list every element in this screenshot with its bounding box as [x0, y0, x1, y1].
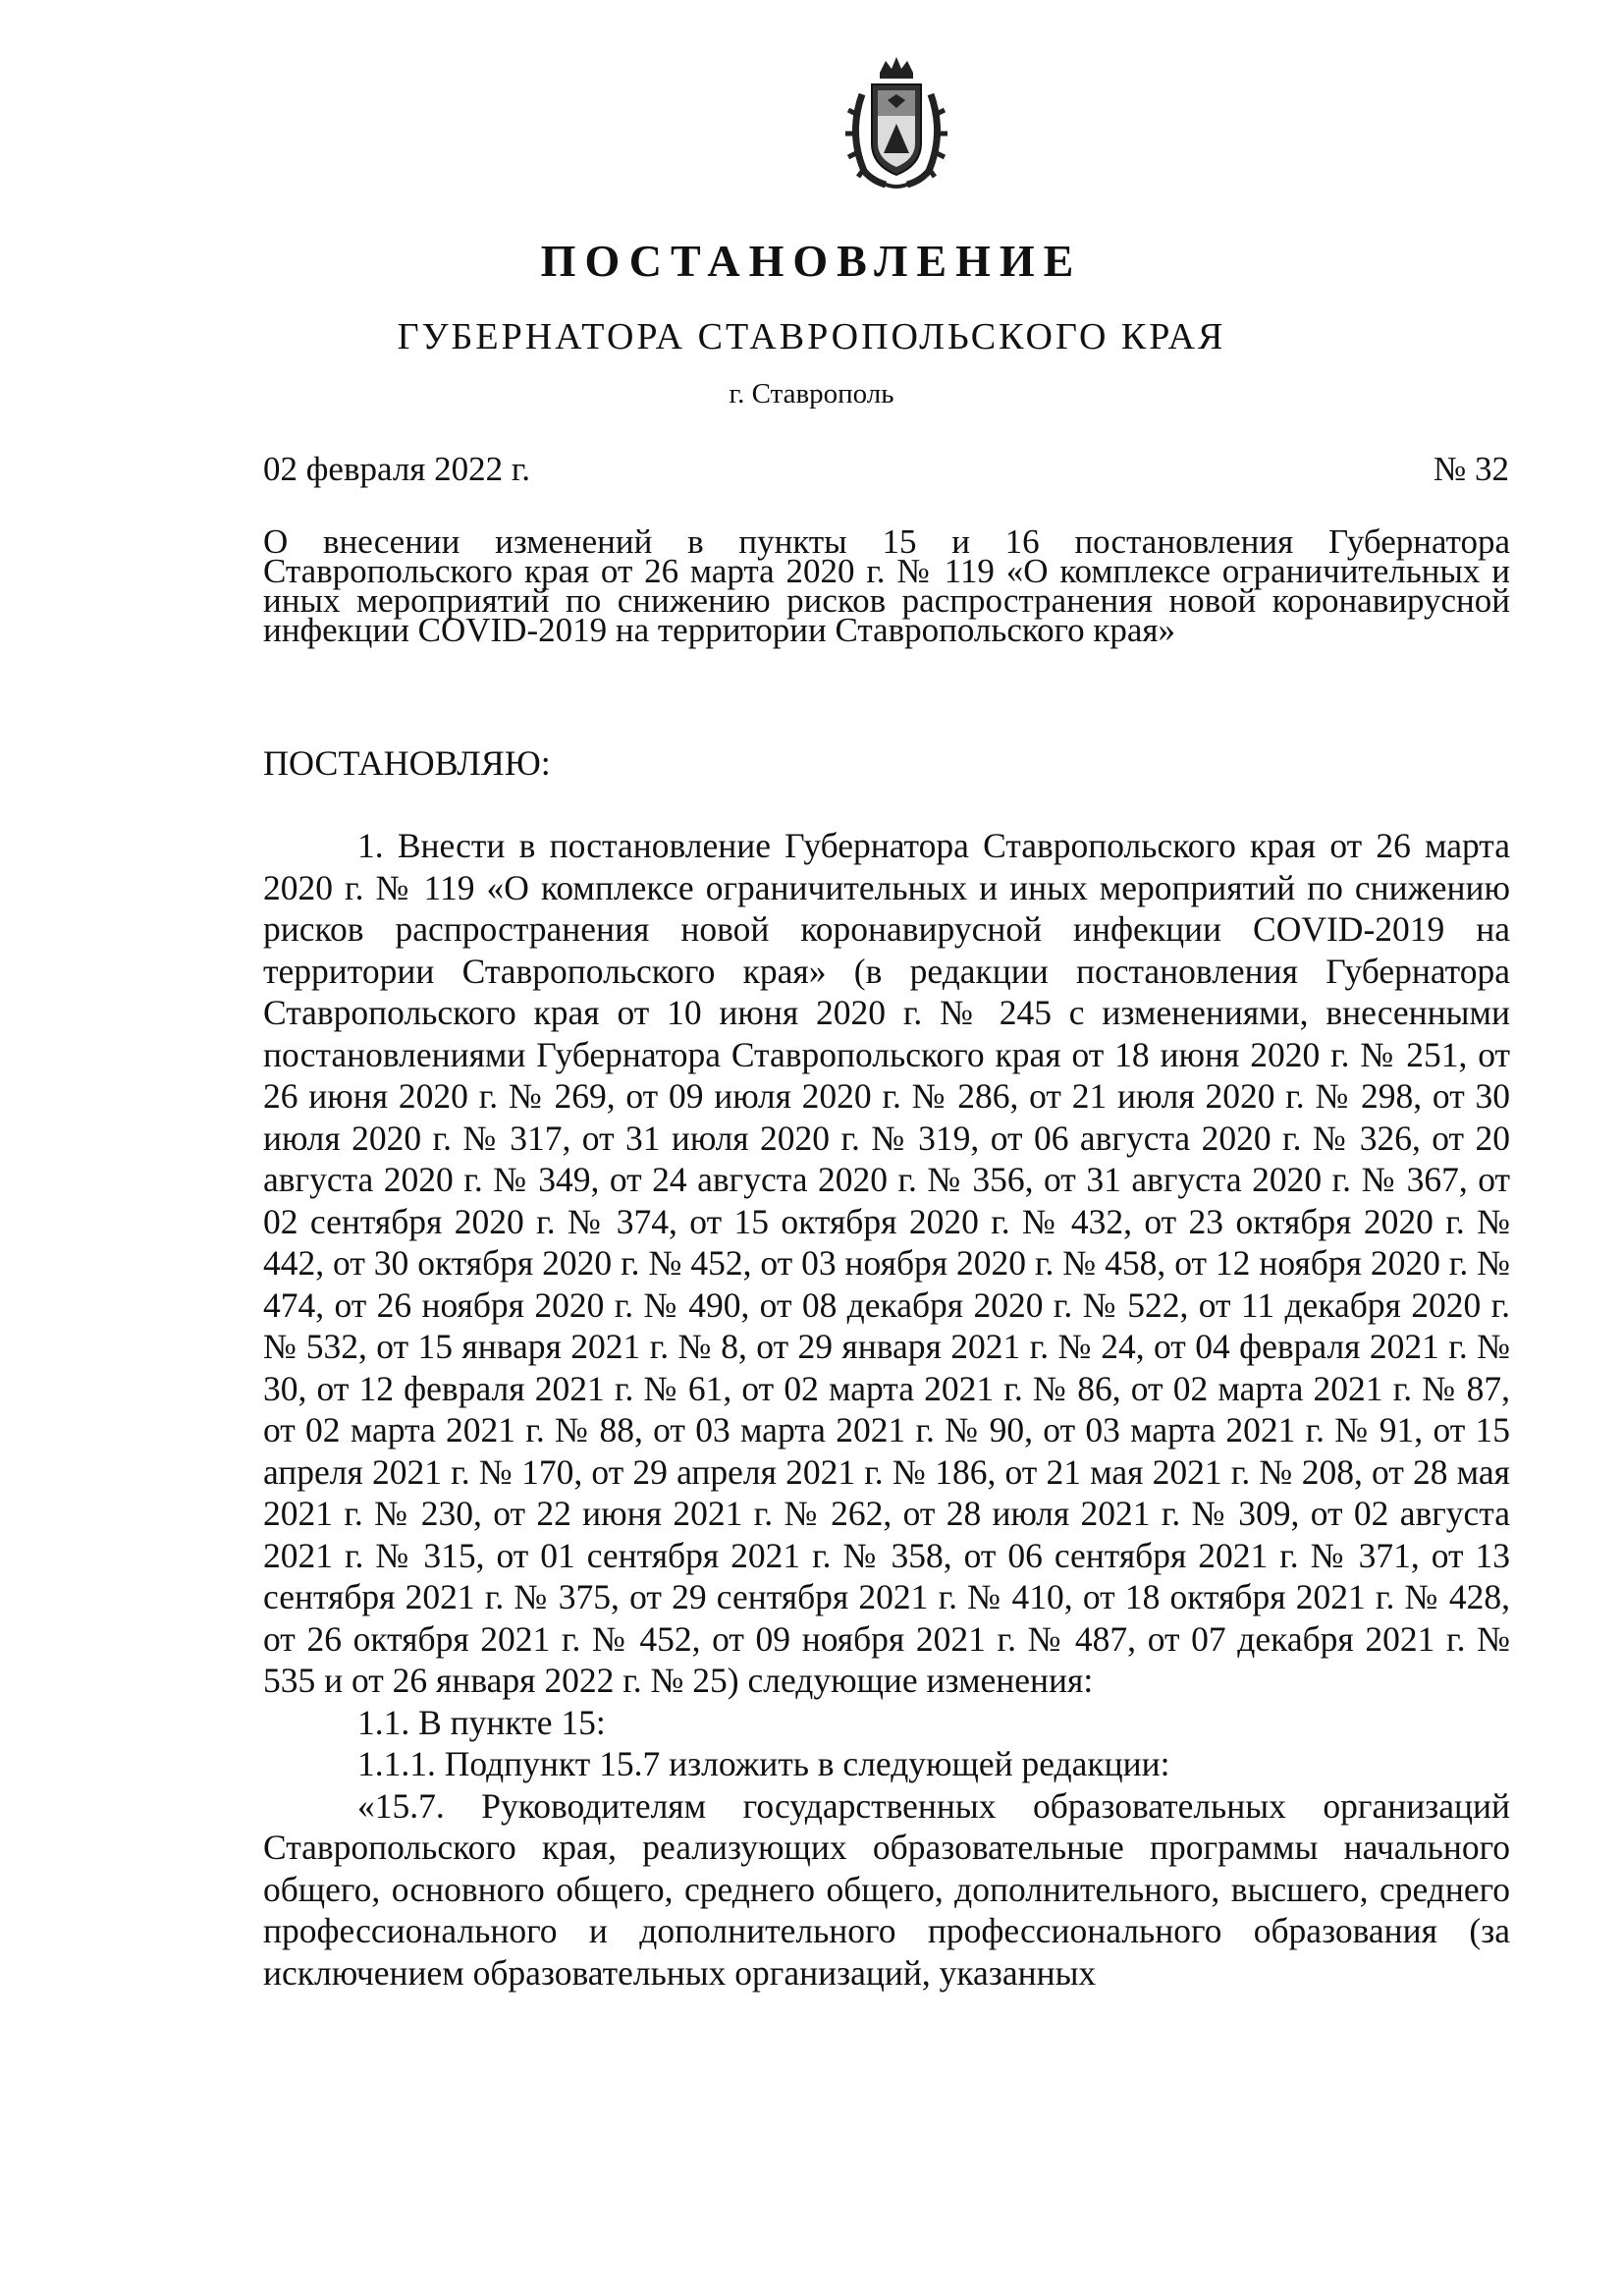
- city-line: г. Ставрополь: [729, 378, 894, 410]
- issuer-title: ГУБЕРНАТОРА СТАВРОПОЛЬСКОГО КРАЯ: [397, 316, 1226, 357]
- paragraph-15-7: «15.7. Руководителям государственных образовательных организаций Ставропольского края, реализующих образовательные программы начального общего, основного общего, среднего общего, дополнительного, высшего, среднего профессионального и дополнительного профессионального образования (за исключением образовательных организаций, указанных: [263, 1785, 1510, 1993]
- document-body: [263, 825, 1510, 1994]
- coat-of-arms-icon: [842, 55, 950, 192]
- paragraph-1-1: 1.1. В пункте 15:: [357, 1702, 606, 1742]
- document-date: 02 февраля 2022 г.: [263, 450, 531, 488]
- document-subject: О внесении изменений в пункты 15 и 16 постановления Губернатора Ставропольского края от 26 марта 2020 г. № 119 «О комплексе ограничительных и иных мероприятий по снижению рисков распространения новой коронавирусной инфекции COVID-2019 на территории Ставропольского края»: [263, 522, 1510, 649]
- paragraph-1: 1. Внести в постановление Губернатора Ставропольского края от 26 марта 2020 г. № 119 «О комплексе ограничительных и иных мероприятий по снижению рисков распространения новой коронавирусной инфекции COVID-2019 на территории Ставропольского края» (в редакции постановления Губернатора Ставропольского края от 10 июня 2020 г. № 245 с изменениями, внесенными постановлениями Губернатора Ставропольского края от 18 июня 2020 г. № 251, от 26 июня 2020 г. № 269, от 09 июля 2020 г. № 286, от 21 июля 2020 г. № 298, от 30 июля 2020 г. № 317, от 31 июля 2020 г. № 319, от 06 августа 2020 г. № 326, от 20 августа 2020 г. № 349, от 24 августа 2020 г. № 356, от 31 августа 2020 г. № 367, от 02 сентября 2020 г. № 374, от 15 октября 2020 г. № 432, от 23 октября 2020 г. № 442, от 30 октября 2020 г. № 452, от 03 ноября 2020 г. № 458, от 12 ноября 2020 г. № 474, от 26 ноября 2020 г. № 490, от 08 декабря 2020 г. № 522, от 11 декабря 2020 г. № 532, от 15 января 2021 г. № 8, от 29 января 2021 г. № 24, от 04 февраля 2021 г. № 30, от 12 февраля 2021 г. № 61, от 02 марта 2021 г. № 86, от 02 марта 2021 г. № 87, от 02 марта 2021 г. № 88, от 03 марта 2021 г. № 90, от 03 марта 2021 г. № 91, от 15 апреля 2021 г. № 170, от 29 апреля 2021 г. № 186, от 21 мая 2021 г. № 208, от 28 мая 2021 г. № 230, от 22 июня 2021 г. № 262, от 28 июля 2021 г. № 309, от 02 августа 2021 г. № 315, от 01 сентября 2021 г. № 358, от 06 сентября 2021 г. № 371, от 13 сентября 2021 г. № 375, от 29 сентября 2021 г. № 410, от 18 октября 2021 г. № 428, от 26 октября 2021 г. № 452, от 09 ноября 2021 г. № 487, от 07 декабря 2021 г. № 535 и от 26 января 2022 г. № 25) следующие изменения:: [263, 826, 1510, 1700]
- document-title: ПОСТАНОВЛЕНИЕ: [540, 236, 1083, 286]
- decree-word: ПОСТАНОВЛЯЮ:: [263, 743, 551, 783]
- document-number: № 32: [1433, 450, 1509, 488]
- paragraph-1-1-1: 1.1.1. Подпункт 15.7 изложить в следующей редакции:: [357, 1744, 1170, 1783]
